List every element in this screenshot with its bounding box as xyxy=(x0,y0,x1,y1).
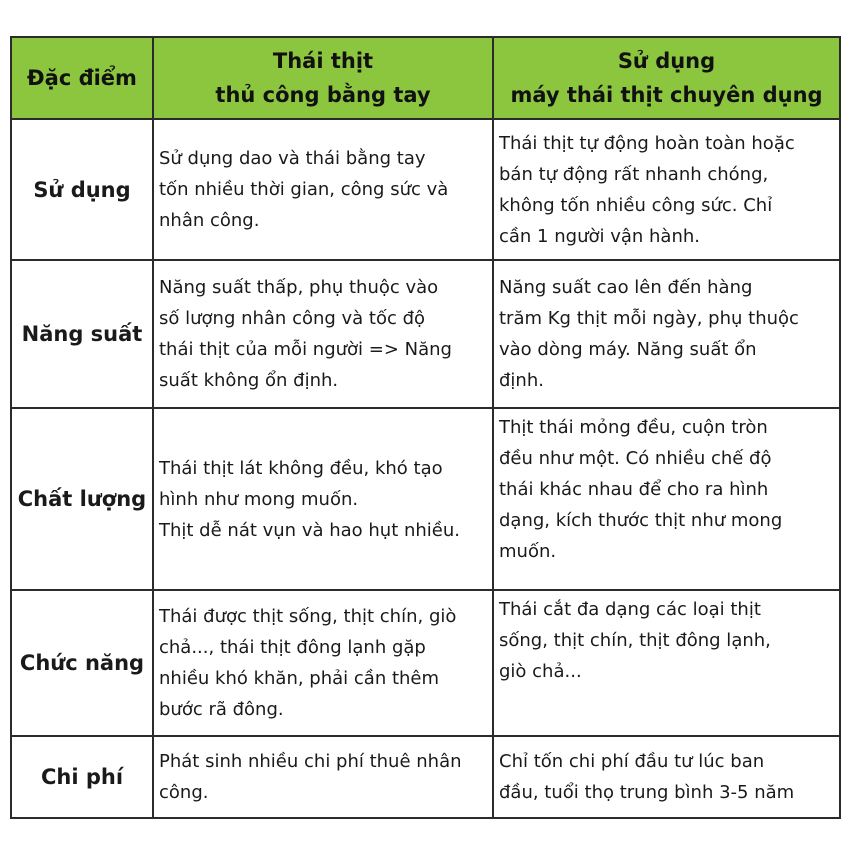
manual-cell xyxy=(153,408,493,590)
machine-text-line: sống, thịt chín, thịt đông lạnh, xyxy=(499,630,771,651)
machine-text-line: trăm Kg thịt mỗi ngày, phụ thuộc xyxy=(499,308,799,329)
machine-cell xyxy=(493,408,840,590)
header-machine-line2: máy thái thịt chuyên dụng xyxy=(510,83,823,107)
row-feature-label: Năng suất xyxy=(21,322,143,346)
comparison-table xyxy=(10,36,841,819)
row-feature-label: Chất lượng xyxy=(17,487,147,511)
manual-text-line: suất không ổn định. xyxy=(159,370,339,391)
header-manual xyxy=(153,37,493,119)
machine-cell xyxy=(493,260,840,408)
manual-text-line: công. xyxy=(159,782,209,803)
row-feature-cell xyxy=(11,260,153,408)
manual-text-line: nhiều khó khăn, phải cần thêm xyxy=(159,668,440,689)
manual-text-line: số lượng nhân công và tốc độ xyxy=(159,308,426,329)
manual-text-line: nhân công. xyxy=(159,210,260,231)
manual-cell xyxy=(153,119,493,260)
machine-cell xyxy=(493,119,840,260)
header-feature xyxy=(11,37,153,119)
machine-text-line: bán tự động rất nhanh chóng, xyxy=(499,163,769,185)
table-row xyxy=(11,119,840,260)
machine-cell xyxy=(493,736,840,818)
machine-text-line: Thái cắt đa dạng các loại thịt xyxy=(499,599,761,620)
machine-cell xyxy=(493,590,840,736)
manual-text-line: Năng suất thấp, phụ thuộc vào xyxy=(159,277,439,298)
machine-text-line: không tốn nhiều công sức. Chỉ xyxy=(499,194,773,216)
row-feature-label: Sử dụng xyxy=(33,177,131,202)
machine-text-line: Chỉ tốn chi phí đầu tư lúc ban xyxy=(499,751,765,772)
machine-text-line: Năng suất cao lên đến hàng xyxy=(499,277,753,298)
manual-text-line: hình như mong muốn. xyxy=(159,488,359,510)
row-feature-label: Chi phí xyxy=(40,765,124,789)
header-machine-line1: Sử dụng xyxy=(617,49,716,73)
manual-text-line: bước rã đông. xyxy=(159,699,284,720)
table-row xyxy=(11,736,840,818)
manual-text-line: Phát sinh nhiều chi phí thuê nhân xyxy=(159,751,462,772)
machine-text-line: Thịt thái mỏng đều, cuộn tròn xyxy=(499,417,768,438)
row-feature-cell xyxy=(11,736,153,818)
manual-cell xyxy=(153,736,493,818)
row-feature-cell xyxy=(11,408,153,590)
machine-text-line: dạng, kích thước thịt như mong xyxy=(499,510,783,531)
machine-text-line: cần 1 người vận hành. xyxy=(499,225,700,247)
row-feature-cell xyxy=(11,590,153,736)
table-header-row xyxy=(11,37,840,119)
manual-cell xyxy=(153,590,493,736)
manual-text-line: Thái được thịt sống, thịt chín, giò xyxy=(159,606,457,627)
machine-text-line: muốn. xyxy=(499,541,557,562)
table-row xyxy=(11,590,840,736)
manual-text-line: chả..., thái thịt đông lạnh gặp xyxy=(159,637,426,658)
table-row xyxy=(11,260,840,408)
machine-text-line: thái khác nhau để cho ra hình xyxy=(499,479,769,500)
manual-text-line: tốn nhiều thời gian, công sức và xyxy=(159,179,449,200)
manual-text-line: thái thịt của mỗi người => Năng xyxy=(159,339,452,360)
machine-text-line: đầu, tuổi thọ trung bình 3-5 năm xyxy=(499,782,795,803)
manual-text-line: Thái thịt lát không đều, khó tạo xyxy=(159,457,443,479)
machine-text-line: giò chả... xyxy=(499,661,582,682)
table-row xyxy=(11,408,840,590)
header-machine xyxy=(493,37,840,119)
machine-text-line: đều như một. Có nhiều chế độ xyxy=(499,448,772,469)
header-feature-label: Đặc điểm xyxy=(27,66,137,90)
row-feature-label: Chức năng xyxy=(19,651,145,675)
machine-text-line: vào dòng máy. Năng suất ổn xyxy=(499,339,757,360)
manual-text-line: Sử dụng dao và thái bằng tay xyxy=(159,148,426,169)
machine-text-line: Thái thịt tự động hoàn toàn hoặc xyxy=(499,132,795,154)
machine-text-line: định. xyxy=(499,370,544,391)
header-manual-line2: thủ công bằng tay xyxy=(215,83,431,107)
manual-cell xyxy=(153,260,493,408)
row-feature-cell xyxy=(11,119,153,260)
manual-text-line: Thịt dễ nát vụn và hao hụt nhiều. xyxy=(159,519,461,541)
header-manual-line1: Thái thịt xyxy=(272,49,374,73)
